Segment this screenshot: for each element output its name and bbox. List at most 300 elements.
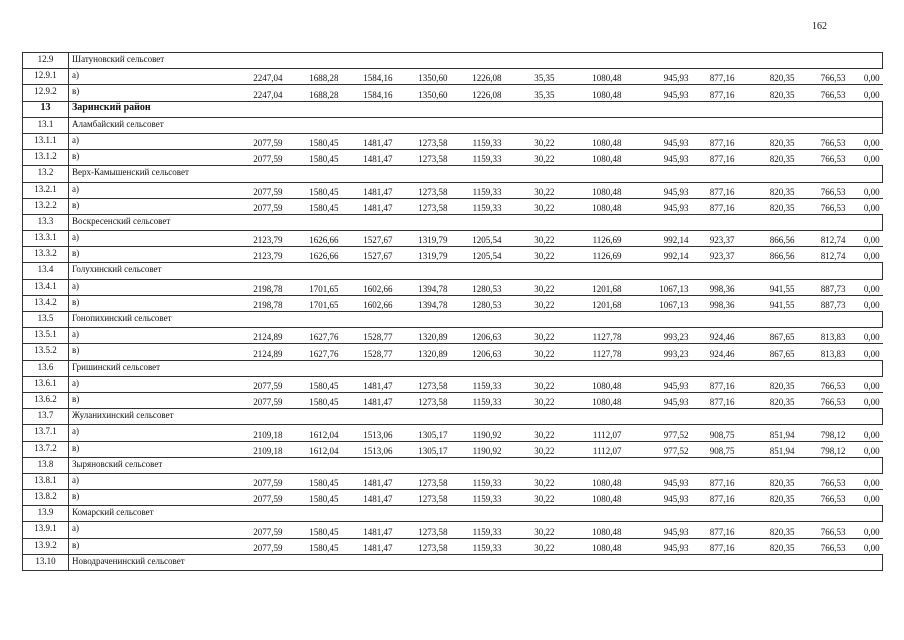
section-name: Заринский район — [69, 101, 883, 117]
value-cell: 1688,28 — [286, 85, 342, 101]
value-cell: 1580,45 — [286, 198, 342, 214]
value-cell: 877,16 — [692, 376, 738, 392]
value-cell: 1080,48 — [558, 392, 625, 408]
value-cell: 1305,17 — [396, 441, 451, 457]
value-cell: 877,16 — [692, 85, 738, 101]
section-row — [23, 554, 883, 570]
value-cell: 1580,45 — [286, 150, 342, 166]
value-cell: 1206,63 — [451, 344, 505, 360]
value-cell: 1305,17 — [396, 425, 451, 441]
value-cell: 0,00 — [849, 247, 883, 263]
value-cell: 766,53 — [798, 198, 849, 214]
row-label: в) — [69, 247, 214, 263]
row-code: 13.2.2 — [23, 198, 69, 214]
value-cell: 1481,47 — [342, 150, 396, 166]
value-cell: 766,53 — [798, 133, 849, 149]
table-row — [23, 198, 883, 214]
value-cell: 0,00 — [849, 279, 883, 295]
value-cell: 0,00 — [849, 231, 883, 247]
section-row — [23, 409, 883, 425]
value-cell: 998,36 — [692, 295, 738, 311]
value-cell: 1481,47 — [342, 392, 396, 408]
value-cell: 1159,33 — [451, 133, 505, 149]
value-cell: 1273,58 — [396, 198, 451, 214]
section-row — [23, 53, 883, 69]
section-name: Голухинский сельсовет — [69, 263, 883, 279]
value-cell: 908,75 — [692, 441, 738, 457]
value-cell: 887,73 — [798, 295, 849, 311]
value-cell: 1584,16 — [342, 69, 396, 85]
value-cell: 1584,16 — [342, 85, 396, 101]
value-cell: 1320,89 — [396, 344, 451, 360]
value-cell: 945,93 — [625, 198, 692, 214]
row-label: в) — [69, 150, 214, 166]
value-cell: 1481,47 — [342, 473, 396, 489]
value-cell: 851,94 — [738, 441, 798, 457]
value-cell: 1394,78 — [396, 279, 451, 295]
value-cell: 1226,08 — [451, 85, 505, 101]
value-cell: 1580,45 — [286, 376, 342, 392]
row-code: 13.6.2 — [23, 392, 69, 408]
value-cell: 1527,67 — [342, 231, 396, 247]
value-cell: 866,56 — [738, 231, 798, 247]
value-cell: 945,93 — [625, 473, 692, 489]
value-cell: 30,22 — [505, 425, 558, 441]
value-cell: 866,56 — [738, 247, 798, 263]
value-cell: 877,16 — [692, 150, 738, 166]
value-cell: 1580,45 — [286, 133, 342, 149]
value-cell: 1273,58 — [396, 376, 451, 392]
value-cell: 1527,67 — [342, 247, 396, 263]
value-cell: 1112,07 — [558, 441, 625, 457]
value-cell: 1394,78 — [396, 295, 451, 311]
value-cell: 812,74 — [798, 247, 849, 263]
table-row — [23, 344, 883, 360]
table-row — [23, 182, 883, 198]
value-cell: 1319,79 — [396, 247, 451, 263]
value-cell: 2077,59 — [214, 376, 286, 392]
value-cell: 1602,66 — [342, 279, 396, 295]
row-code: 13.9.1 — [23, 522, 69, 538]
value-cell: 820,35 — [738, 522, 798, 538]
value-cell: 766,53 — [798, 392, 849, 408]
value-cell: 0,00 — [849, 376, 883, 392]
value-cell: 1513,06 — [342, 425, 396, 441]
value-cell: 1226,08 — [451, 69, 505, 85]
value-cell: 1080,48 — [558, 182, 625, 198]
value-cell: 820,35 — [738, 376, 798, 392]
value-cell: 2109,18 — [214, 425, 286, 441]
value-cell: 2077,59 — [214, 538, 286, 554]
row-code: 13.1 — [23, 117, 69, 133]
value-cell: 1350,60 — [396, 69, 451, 85]
row-code: 13.4.1 — [23, 279, 69, 295]
value-cell: 1159,33 — [451, 150, 505, 166]
section-name: Аламбайский сельсовет — [69, 117, 883, 133]
row-code: 13.2.1 — [23, 182, 69, 198]
table-row — [23, 279, 883, 295]
value-cell: 766,53 — [798, 182, 849, 198]
value-cell: 1528,77 — [342, 344, 396, 360]
value-cell: 1626,66 — [286, 231, 342, 247]
value-cell: 1201,68 — [558, 295, 625, 311]
value-cell: 820,35 — [738, 538, 798, 554]
value-cell: 1627,76 — [286, 344, 342, 360]
value-cell: 1481,47 — [342, 133, 396, 149]
value-cell: 812,74 — [798, 231, 849, 247]
row-code: 12.9 — [23, 53, 69, 69]
value-cell: 2247,04 — [214, 85, 286, 101]
row-code: 12.9.2 — [23, 85, 69, 101]
value-cell: 1528,77 — [342, 328, 396, 344]
section-row — [23, 263, 883, 279]
row-code: 13 — [23, 101, 69, 117]
value-cell: 2124,89 — [214, 344, 286, 360]
row-label: в) — [69, 344, 214, 360]
value-cell: 1205,54 — [451, 247, 505, 263]
value-cell: 977,52 — [625, 441, 692, 457]
value-cell: 1273,58 — [396, 490, 451, 506]
value-cell: 1273,58 — [396, 150, 451, 166]
value-cell: 813,83 — [798, 328, 849, 344]
value-cell: 820,35 — [738, 85, 798, 101]
row-label: в) — [69, 392, 214, 408]
tariff-table — [22, 52, 883, 571]
row-label: а) — [69, 376, 214, 392]
row-label: в) — [69, 490, 214, 506]
value-cell: 851,94 — [738, 425, 798, 441]
section-row — [23, 214, 883, 230]
row-label: а) — [69, 231, 214, 247]
value-cell: 924,46 — [692, 344, 738, 360]
row-code: 13.7 — [23, 409, 69, 425]
value-cell: 1273,58 — [396, 522, 451, 538]
value-cell: 0,00 — [849, 522, 883, 538]
value-cell: 1067,13 — [625, 295, 692, 311]
value-cell: 923,37 — [692, 231, 738, 247]
value-cell: 0,00 — [849, 328, 883, 344]
value-cell: 877,16 — [692, 133, 738, 149]
value-cell: 0,00 — [849, 133, 883, 149]
value-cell: 0,00 — [849, 295, 883, 311]
value-cell: 0,00 — [849, 425, 883, 441]
section-row — [23, 101, 883, 117]
value-cell: 941,55 — [738, 295, 798, 311]
value-cell: 945,93 — [625, 522, 692, 538]
value-cell: 1580,45 — [286, 473, 342, 489]
value-cell: 30,22 — [505, 344, 558, 360]
value-cell: 30,22 — [505, 328, 558, 344]
value-cell: 30,22 — [505, 198, 558, 214]
value-cell: 1701,65 — [286, 279, 342, 295]
value-cell: 0,00 — [849, 538, 883, 554]
value-cell: 1602,66 — [342, 295, 396, 311]
value-cell: 877,16 — [692, 198, 738, 214]
value-cell: 35,35 — [505, 85, 558, 101]
value-cell: 766,53 — [798, 538, 849, 554]
row-label: в) — [69, 295, 214, 311]
section-row — [23, 166, 883, 182]
section-name: Гонопихинский сельсовет — [69, 312, 883, 328]
table-row — [23, 247, 883, 263]
value-cell: 766,53 — [798, 69, 849, 85]
value-cell: 1080,48 — [558, 473, 625, 489]
value-cell: 2077,59 — [214, 150, 286, 166]
value-cell: 820,35 — [738, 490, 798, 506]
value-cell: 1273,58 — [396, 392, 451, 408]
value-cell: 945,93 — [625, 69, 692, 85]
value-cell: 1612,04 — [286, 425, 342, 441]
section-name: Гришинский сельсовет — [69, 360, 883, 376]
value-cell: 877,16 — [692, 538, 738, 554]
value-cell: 2198,78 — [214, 279, 286, 295]
value-cell: 1159,33 — [451, 490, 505, 506]
page-number: 162 — [812, 21, 827, 32]
table-row — [23, 392, 883, 408]
row-label: а) — [69, 473, 214, 489]
value-cell: 2109,18 — [214, 441, 286, 457]
value-cell: 2123,79 — [214, 247, 286, 263]
value-cell: 820,35 — [738, 133, 798, 149]
value-cell: 1080,48 — [558, 198, 625, 214]
table-row — [23, 425, 883, 441]
row-code: 13.5.2 — [23, 344, 69, 360]
value-cell: 2198,78 — [214, 295, 286, 311]
value-cell: 993,23 — [625, 328, 692, 344]
value-cell: 0,00 — [849, 392, 883, 408]
value-cell: 867,65 — [738, 344, 798, 360]
row-code: 13.8.2 — [23, 490, 69, 506]
value-cell: 1513,06 — [342, 441, 396, 457]
value-cell: 820,35 — [738, 182, 798, 198]
section-row — [23, 312, 883, 328]
row-label: а) — [69, 425, 214, 441]
table-row — [23, 295, 883, 311]
value-cell: 1159,33 — [451, 473, 505, 489]
value-cell: 1080,48 — [558, 376, 625, 392]
value-cell: 867,65 — [738, 328, 798, 344]
value-cell: 820,35 — [738, 392, 798, 408]
table-row — [23, 376, 883, 392]
value-cell: 877,16 — [692, 392, 738, 408]
section-name: Комарский сельсовет — [69, 506, 883, 522]
value-cell: 945,93 — [625, 538, 692, 554]
row-label: а) — [69, 279, 214, 295]
section-row — [23, 457, 883, 473]
value-cell: 798,12 — [798, 425, 849, 441]
value-cell: 1112,07 — [558, 425, 625, 441]
row-code: 13.6.1 — [23, 376, 69, 392]
section-name: Новодраченинский сельсовет — [69, 554, 883, 570]
value-cell: 1080,48 — [558, 538, 625, 554]
value-cell: 945,93 — [625, 182, 692, 198]
table-row — [23, 85, 883, 101]
value-cell: 1127,78 — [558, 328, 625, 344]
value-cell: 1273,58 — [396, 182, 451, 198]
value-cell: 1080,48 — [558, 69, 625, 85]
value-cell: 1080,48 — [558, 490, 625, 506]
table-row — [23, 490, 883, 506]
value-cell: 1273,58 — [396, 538, 451, 554]
value-cell: 877,16 — [692, 473, 738, 489]
table-row — [23, 441, 883, 457]
row-code: 13.10 — [23, 554, 69, 570]
section-name: Зыряновский сельсовет — [69, 457, 883, 473]
value-cell: 1701,65 — [286, 295, 342, 311]
row-label: а) — [69, 182, 214, 198]
row-code: 13.3.1 — [23, 231, 69, 247]
value-cell: 30,22 — [505, 295, 558, 311]
table-row — [23, 231, 883, 247]
value-cell: 766,53 — [798, 376, 849, 392]
row-code: 13.6 — [23, 360, 69, 376]
value-cell: 0,00 — [849, 150, 883, 166]
value-cell: 992,14 — [625, 231, 692, 247]
value-cell: 1319,79 — [396, 231, 451, 247]
value-cell: 0,00 — [849, 69, 883, 85]
row-label: в) — [69, 441, 214, 457]
value-cell: 2247,04 — [214, 69, 286, 85]
value-cell: 908,75 — [692, 425, 738, 441]
value-cell: 1320,89 — [396, 328, 451, 344]
row-code: 13.5 — [23, 312, 69, 328]
value-cell: 877,16 — [692, 69, 738, 85]
row-code: 13.2 — [23, 166, 69, 182]
row-code: 13.1.1 — [23, 133, 69, 149]
value-cell: 1580,45 — [286, 538, 342, 554]
row-code: 13.5.1 — [23, 328, 69, 344]
value-cell: 820,35 — [738, 150, 798, 166]
value-cell: 977,52 — [625, 425, 692, 441]
value-cell: 0,00 — [849, 473, 883, 489]
value-cell: 1067,13 — [625, 279, 692, 295]
value-cell: 1688,28 — [286, 69, 342, 85]
value-cell: 1159,33 — [451, 198, 505, 214]
table-row — [23, 538, 883, 554]
value-cell: 1080,48 — [558, 85, 625, 101]
section-name: Верх-Камышенский сельсовет — [69, 166, 883, 182]
value-cell: 30,22 — [505, 392, 558, 408]
value-cell: 820,35 — [738, 198, 798, 214]
value-cell: 2124,89 — [214, 328, 286, 344]
value-cell: 1580,45 — [286, 182, 342, 198]
value-cell: 30,22 — [505, 182, 558, 198]
value-cell: 0,00 — [849, 441, 883, 457]
value-cell: 877,16 — [692, 490, 738, 506]
row-label: в) — [69, 85, 214, 101]
value-cell: 1080,48 — [558, 150, 625, 166]
section-name: Воскресенский сельсовет — [69, 214, 883, 230]
value-cell: 766,53 — [798, 522, 849, 538]
value-cell: 30,22 — [505, 473, 558, 489]
row-code: 13.7.2 — [23, 441, 69, 457]
value-cell: 0,00 — [849, 344, 883, 360]
value-cell: 2077,59 — [214, 473, 286, 489]
value-cell: 1127,78 — [558, 344, 625, 360]
value-cell: 1159,33 — [451, 182, 505, 198]
row-code: 13.4.2 — [23, 295, 69, 311]
value-cell: 766,53 — [798, 490, 849, 506]
value-cell: 1159,33 — [451, 392, 505, 408]
value-cell: 0,00 — [849, 198, 883, 214]
value-cell: 924,46 — [692, 328, 738, 344]
section-row — [23, 117, 883, 133]
value-cell: 2077,59 — [214, 490, 286, 506]
value-cell: 0,00 — [849, 85, 883, 101]
row-code: 13.9 — [23, 506, 69, 522]
value-cell: 1190,92 — [451, 441, 505, 457]
value-cell: 30,22 — [505, 150, 558, 166]
table-row — [23, 133, 883, 149]
row-code: 13.8.1 — [23, 473, 69, 489]
value-cell: 798,12 — [798, 441, 849, 457]
value-cell: 1626,66 — [286, 247, 342, 263]
value-cell: 877,16 — [692, 522, 738, 538]
value-cell: 1350,60 — [396, 85, 451, 101]
value-cell: 945,93 — [625, 490, 692, 506]
table-row — [23, 150, 883, 166]
row-label: в) — [69, 538, 214, 554]
value-cell: 1206,63 — [451, 328, 505, 344]
section-name: Жуланихинский сельсовет — [69, 409, 883, 425]
value-cell: 945,93 — [625, 85, 692, 101]
table-row — [23, 328, 883, 344]
value-cell: 1190,92 — [451, 425, 505, 441]
value-cell: 1080,48 — [558, 522, 625, 538]
value-cell: 998,36 — [692, 279, 738, 295]
value-cell: 2077,59 — [214, 133, 286, 149]
value-cell: 766,53 — [798, 150, 849, 166]
value-cell: 35,35 — [505, 69, 558, 85]
value-cell: 1205,54 — [451, 231, 505, 247]
value-cell: 813,83 — [798, 344, 849, 360]
value-cell: 1273,58 — [396, 473, 451, 489]
value-cell: 2123,79 — [214, 231, 286, 247]
section-row — [23, 506, 883, 522]
value-cell: 945,93 — [625, 376, 692, 392]
value-cell: 1481,47 — [342, 198, 396, 214]
table-row — [23, 473, 883, 489]
value-cell: 30,22 — [505, 538, 558, 554]
section-name: Шатуновский сельсовет — [69, 53, 883, 69]
value-cell: 1481,47 — [342, 538, 396, 554]
row-label: а) — [69, 133, 214, 149]
value-cell: 1159,33 — [451, 538, 505, 554]
value-cell: 993,23 — [625, 344, 692, 360]
row-label: в) — [69, 198, 214, 214]
value-cell: 2077,59 — [214, 182, 286, 198]
value-cell: 766,53 — [798, 85, 849, 101]
value-cell: 30,22 — [505, 247, 558, 263]
value-cell: 1580,45 — [286, 522, 342, 538]
value-cell: 1481,47 — [342, 490, 396, 506]
row-code: 13.7.1 — [23, 425, 69, 441]
row-code: 13.3 — [23, 214, 69, 230]
value-cell: 30,22 — [505, 231, 558, 247]
row-label: а) — [69, 69, 214, 85]
value-cell: 945,93 — [625, 150, 692, 166]
value-cell: 887,73 — [798, 279, 849, 295]
value-cell: 1126,69 — [558, 247, 625, 263]
value-cell: 1273,58 — [396, 133, 451, 149]
row-code: 13.3.2 — [23, 247, 69, 263]
table-row — [23, 69, 883, 85]
value-cell: 1580,45 — [286, 490, 342, 506]
row-label: а) — [69, 328, 214, 344]
value-cell: 30,22 — [505, 133, 558, 149]
value-cell: 30,22 — [505, 490, 558, 506]
value-cell: 2077,59 — [214, 522, 286, 538]
